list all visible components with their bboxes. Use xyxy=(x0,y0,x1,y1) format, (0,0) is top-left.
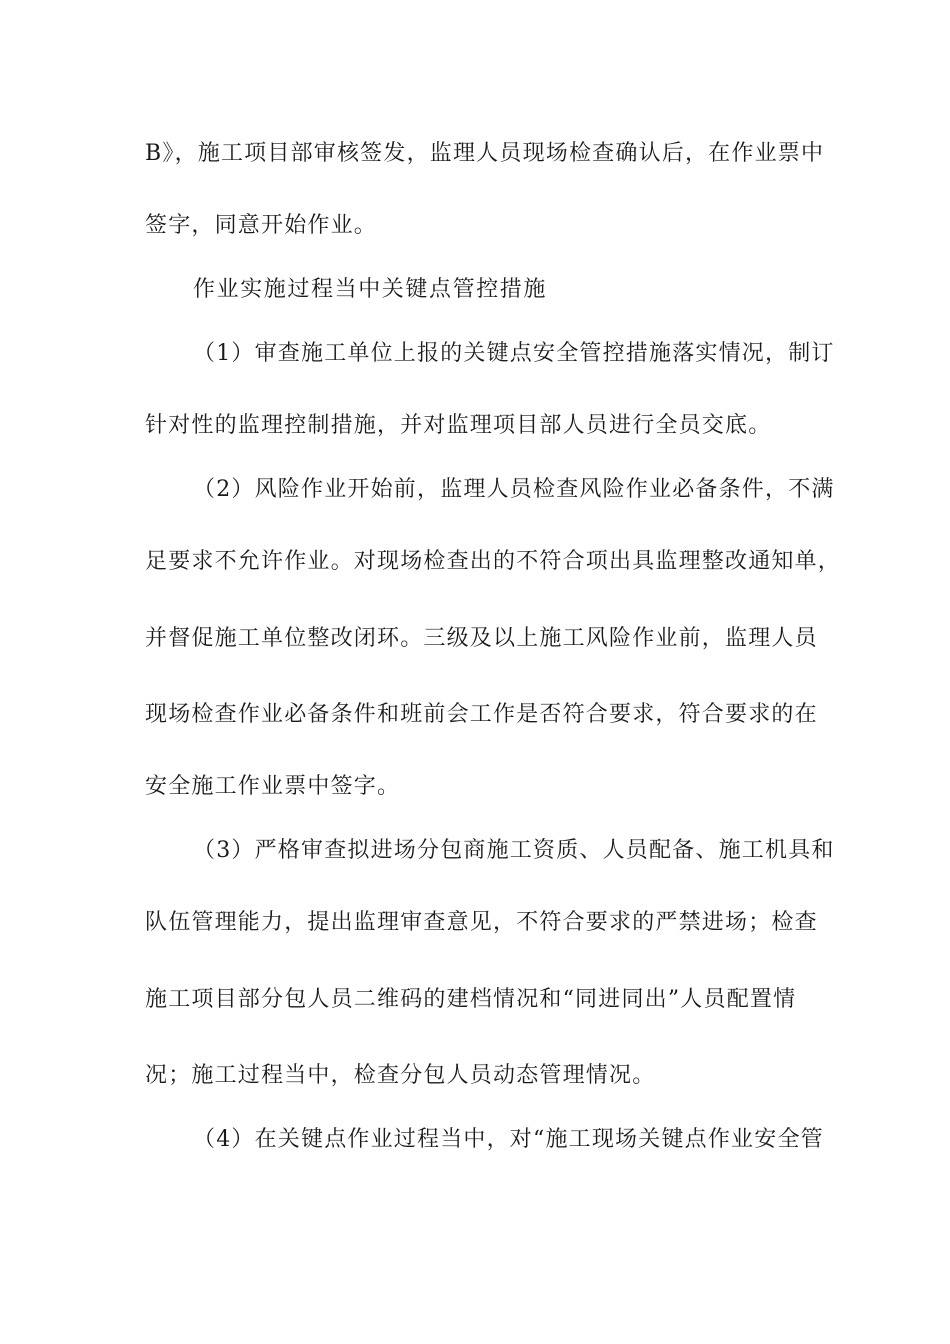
paragraph-line: 队伍管理能力，提出监理审查意见，不符合要求的严禁进场；检查 xyxy=(145,910,818,935)
paragraph-line: 安全施工作业票中签字。 xyxy=(145,774,401,799)
paragraph-line: （4）在关键点作业过程当中，对“施工现场关键点作业安全管 xyxy=(193,1127,824,1152)
paragraph-line: 足要求不允许作业。对现场检查出的不符合项出具监理整改通知单， xyxy=(145,549,842,574)
paragraph-line: （3）严格审查拟进场分包商施工资质、人员配备、施工机具和 xyxy=(193,838,835,863)
paragraph-line: 况；施工过程当中，检查分包人员动态管理情况。 xyxy=(145,1063,656,1088)
section-heading: 作业实施过程当中关键点管控措施 xyxy=(193,277,548,302)
paragraph-line: B》，施工项目部审核签发，监理人员现场检查确认后，在作业票中 xyxy=(145,141,825,166)
paragraph-line: 针对性的监理控制措施，并对监理项目部人员进行全员交底。 xyxy=(145,413,772,438)
paragraph-line: （1）审查施工单位上报的关键点安全管控措施落实情况，制订 xyxy=(193,341,835,366)
paragraph-line: 现场检查作业必备条件和班前会工作是否符合要求，符合要求的在 xyxy=(145,702,818,727)
paragraph-line: （2）风险作业开始前，监理人员检查风险作业必备条件，不满 xyxy=(193,477,835,502)
paragraph-line: 签字，同意开始作业。 xyxy=(145,213,378,238)
paragraph-line: 并督促施工单位整改闭环。三级及以上施工风险作业前，监理人员 xyxy=(145,626,818,651)
paragraph-line: 施工项目部分包人员二维码的建档情况和“同进同出”人员配置情 xyxy=(145,987,797,1012)
